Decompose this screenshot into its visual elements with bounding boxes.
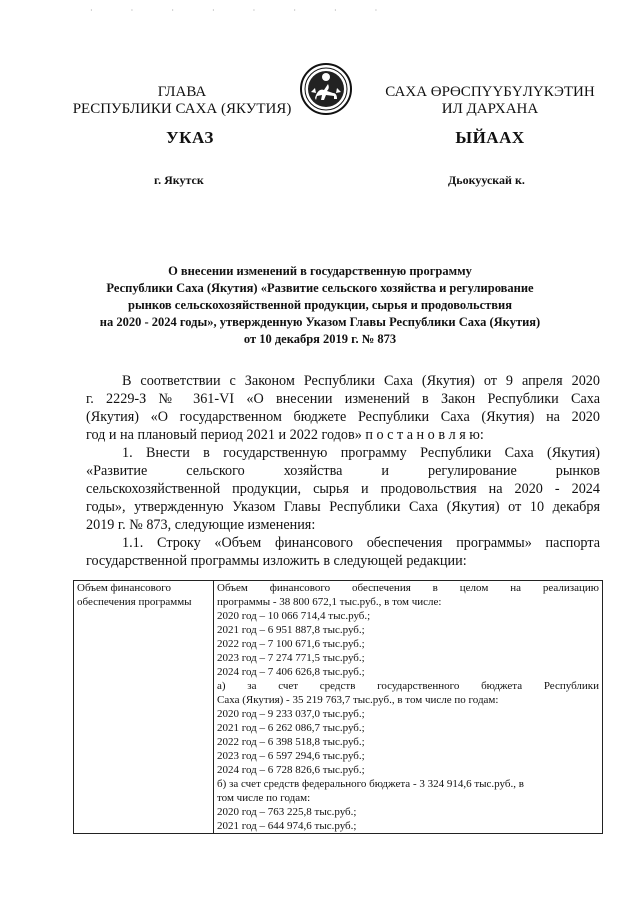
city-left: г. Якутск (154, 173, 204, 187)
financing-line: 2023 год – 7 274 771,5 тыс.руб.; (217, 652, 365, 664)
financing-line: программы - 38 800 672,1 тыс.руб., в том числе: (217, 596, 442, 608)
financing-line: 2022 год – 6 398 518,8 тыс.руб.; (217, 736, 365, 748)
coat-of-arms-emblem (299, 62, 353, 116)
financing-line: 2020 год – 763 225,8 тыс.руб.; (217, 806, 357, 818)
scan-artifact-dots: · · · · · · · · (90, 6, 396, 15)
item-1-line: 2019 г. № 873, следующие изменения: (86, 517, 316, 533)
title-line: от 10 декабря 2019 г. № 873 (243, 332, 397, 346)
financing-line: 2023 год – 6 597 294,6 тыс.руб.; (217, 750, 365, 762)
preamble-line: г. 2229-З № 361-VI «О внесении изменений в Закон Республики Саха (86, 391, 600, 407)
financing-line: 2021 год – 6 951 887,8 тыс.руб.; (217, 624, 365, 636)
financing-line: том числе по годам: (217, 792, 311, 804)
financing-line: Саха (Якутия) - 35 219 763,7 тыс.руб., в том числе по годам: (217, 694, 499, 706)
title-line: на 2020 - 2024 годы», утвержденную Указом Главы Республики Саха (Якутия) (99, 315, 541, 329)
financing-line: 2024 год – 6 728 826,6 тыс.руб.; (217, 764, 365, 776)
item-1-line: «Развитие сельского хозяйства и регулирование рынков (86, 463, 600, 479)
decree-body (86, 372, 600, 570)
financing-line: 2020 год – 9 233 037,0 тыс.руб.; (217, 708, 365, 720)
financing-table (73, 580, 603, 834)
financing-line: а) за счет средств государственного бюджета Республики (217, 680, 599, 692)
preamble-line: В соответствии с Законом Республики Саха (Якутия) от 9 апреля 2020 (122, 373, 600, 389)
table-row (74, 581, 603, 834)
financing-line: 2020 год – 10 066 714,4 тыс.руб.; (217, 610, 371, 622)
title-line: Республики Саха (Якутия) «Развитие сельского хозяйства и регулирование (106, 281, 534, 295)
item-1-line: сельскохозяйственной продукции, сырья и продовольствия на 2020 - 2024 (86, 481, 600, 497)
header-left-line2: РЕСПУБЛИКИ САХА (ЯКУТИЯ) (72, 101, 292, 117)
financing-line: 2021 год – 644 974,6 тыс.руб.; (217, 820, 357, 832)
item-1-1-line: 1.1. Строку «Объем финансового обеспечения программы» паспорта (122, 535, 600, 551)
financing-line: б) за счет средств федерального бюджета - 3 324 914,6 тыс.руб., в (217, 778, 524, 790)
item-1-line: годы», утвержденную Указом Главы Республики Саха (Якутия) от 10 декабря (86, 499, 600, 515)
doc-type-left: УКАЗ (166, 128, 214, 147)
title-line: рынков сельскохозяйственной продукции, сырья и продовольствия (128, 298, 512, 312)
financing-line: 2022 год – 7 100 671,6 тыс.руб.; (217, 638, 365, 650)
header-right-line1: САХА ӨРӨСПҮҮБҮЛҮКЭТИН (385, 84, 595, 100)
header-left-block (72, 84, 292, 118)
financing-line: 2024 год – 7 406 626,8 тыс.руб.; (217, 666, 365, 678)
financing-line: Объем финансового обеспечения в целом на реализацию (217, 582, 599, 594)
table-cell-label: Объем финансового обеспечения программы (74, 581, 214, 834)
item-1-1-line: государственной программы изложить в следующей редакции: (86, 553, 467, 569)
header-left-line1: ГЛАВА (157, 84, 207, 100)
title-line: О внесении изменений в государственную программу (168, 264, 472, 278)
preamble-line: (Якутия) «О государственном бюджете Республики Саха (Якутия) на 2020 (86, 409, 600, 425)
item-1-line: 1. Внести в государственную программу Республики Саха (Якутия) (122, 445, 600, 461)
financing-line: 2021 год – 6 262 086,7 тыс.руб.; (217, 722, 365, 734)
header-right-line2: ИЛ ДАРХАНА (441, 101, 539, 117)
preamble-line: год и на плановый период 2021 и 2022 годов» п о с т а н о в л я ю: (86, 427, 484, 443)
decree-title (70, 263, 570, 348)
city-right: Дьокуускай к. (448, 173, 525, 187)
header-right-block (380, 84, 600, 118)
table-cell-value (214, 581, 603, 834)
doc-type-right: ЫЙААХ (455, 128, 525, 147)
